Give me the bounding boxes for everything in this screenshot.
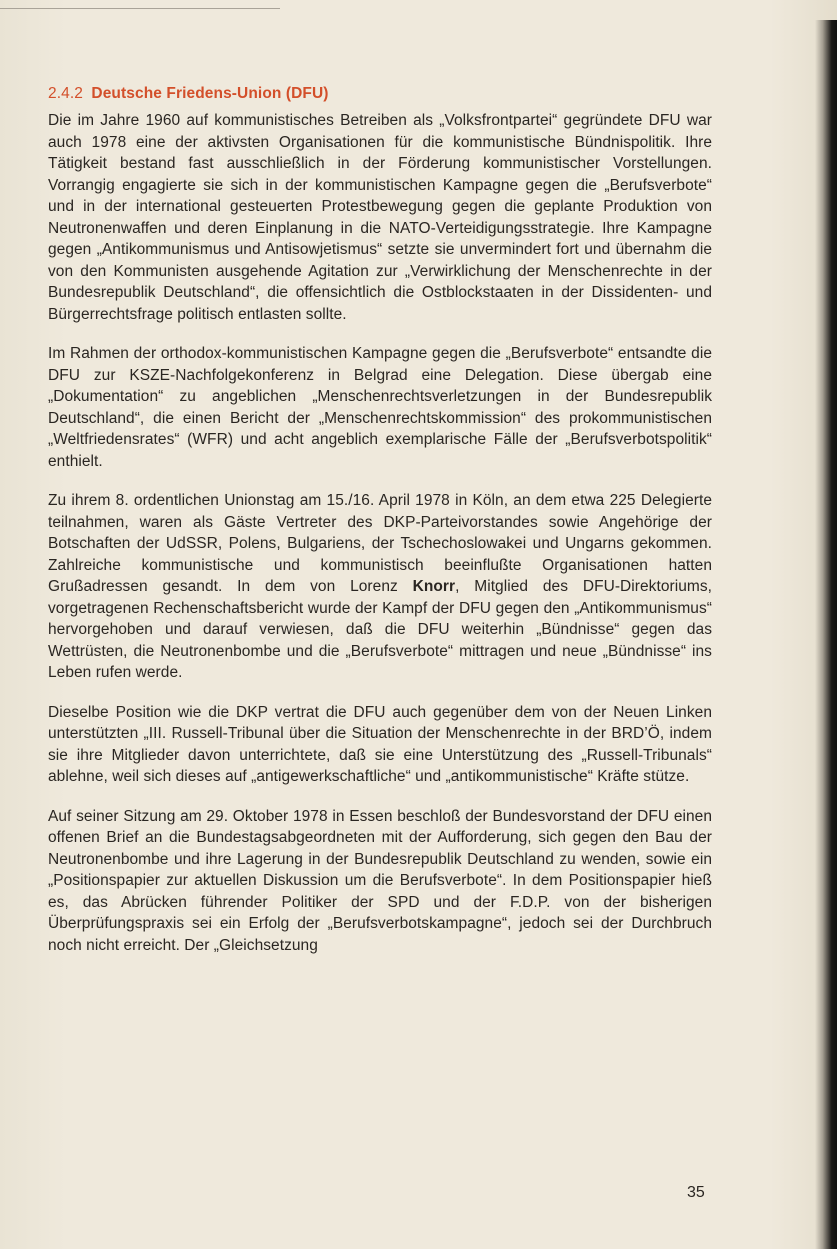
section-heading (48, 84, 712, 104)
paragraph-5: Auf seiner Sitzung am 29. Oktober 1978 in Essen beschloß der Bundesvorstand der DFU einen offenen Brief an die Bundestagsabgeordneten mit der Aufforderung, sich gegen den Bau der Neutronenbombe und ihre Lagerung in der Bundesrepublik Deutschland zu wenden, sowie ein „Positionspapier zur aktuellen Diskussion um die Berufsverbote“. In dem Positionspapier hieß es, das Abrücken führender Politiker der SPD und der F.D.P. von der bisherigen Überprüfungspraxis sei ein Erfolg der „Berufsverbotskampagne“, jedoch sei der Durchbruch noch nicht erreicht. Der „Gleichsetzung (48, 807, 712, 954)
paragraph-4: Dieselbe Position wie die DKP vertrat die DFU auch gegenüber dem von der Neuen Linken unterstützten „III. Russell-Tribunal über die Situation der Menschenrechte in der BRD’Ö, indem sie ihre Mitglieder davon unterrichtete, daß sie eine Unterstützung des „Russell-Tribunals“ ablehne, weil sich dieses auf „antigewerkschaftliche“ und „antikommunistische“ Kräfte stütze. (48, 703, 712, 785)
section-title: Deutsche Friedens-Union (DFU) (91, 85, 329, 102)
page-content (48, 84, 712, 974)
paragraph-1: Die im Jahre 1960 auf kommunistisches Betreiben als „Volksfrontpartei“ gegründete DFU war auch 1978 eine der aktivsten Organisationen für die kommunistische Bündnispolitik. Ihre Tätigkeit bestand fast ausschließlich in der Förderung kommunistischer Vorstellungen. Vorrangig engagierte sie sich in der kommunistischen Kampagne gegen die „Berufsverbote“ und in der international gesteuerten Protestbewegung gegen die geplante Produktion von Neutronenwaffen und deren Einplanung in die NATO-Verteidigungsstrategie. Ihre Kampagne gegen „Antikommunismus und Antisowjetismus“ setzte sie unvermindert fort und übernahm die von den Kommunisten ausgehende Agitation zur „Verwirklichung der Menschenrechte in der Bundesrepublik Deutschland“, die offensichtlich die Ostblockstaaten in der Dissidenten- und Bürgerrechtsfrage politisch entlasten sollte. (48, 112, 712, 323)
paragraph-3: Zu ihrem 8. ordentlichen Unionstag am 15./16. April 1978 in Köln, an dem etwa 225 Delegierte teilnahmen, waren als Gäste Vertreter des DKP-Parteivorstandes sowie Angehörige der Botschaften der UdSSR, Polens, Bulgariens, der Tschechoslowakei und Ungarns gekommen. Zahlreiche kommunistische und kommunistisch beeinflußte Organisationen hatten Grußadressen gesandt. In dem von Lorenz Knorr, Mitglied des DFU-Direktoriums, vorgetragenen Rechenschaftsbericht wurde der Kampf der DFU gegen den „Antikommunismus“ hervorgehoben und darauf verwiesen, daß die DFU weiterhin „Bündnisse“ gegen das Wettrüsten, die Neutronenbombe und die „Berufsverbote“ mittragen und neue „Bündnisse“ ins Leben rufen werde. (48, 492, 712, 681)
binding-shadow (815, 20, 837, 1249)
page-number: 35 (687, 1184, 705, 1201)
paragraph-2: Im Rahmen der orthodox-kommunistischen Kampagne gegen die „Berufsverbote“ entsandte die DFU zur KSZE-Nachfolgekonferenz in Belgrad eine Delegation. Diese übergab eine „Dokumentation“ zu angeblichen „Menschenrechtsverletzungen in der Bundesrepublik Deutschland“, die einen Bericht der „Menschenrechtskommission“ des prokommunistischen „Weltfriedensrates“ (WFR) und acht angeblich exemplarische Fälle der „Berufsverbotspolitik“ enthielt. (48, 345, 712, 470)
section-number: 2.4.2 (48, 85, 83, 102)
top-rule (0, 8, 280, 9)
person-name-emphasis: Knorr (412, 578, 456, 595)
